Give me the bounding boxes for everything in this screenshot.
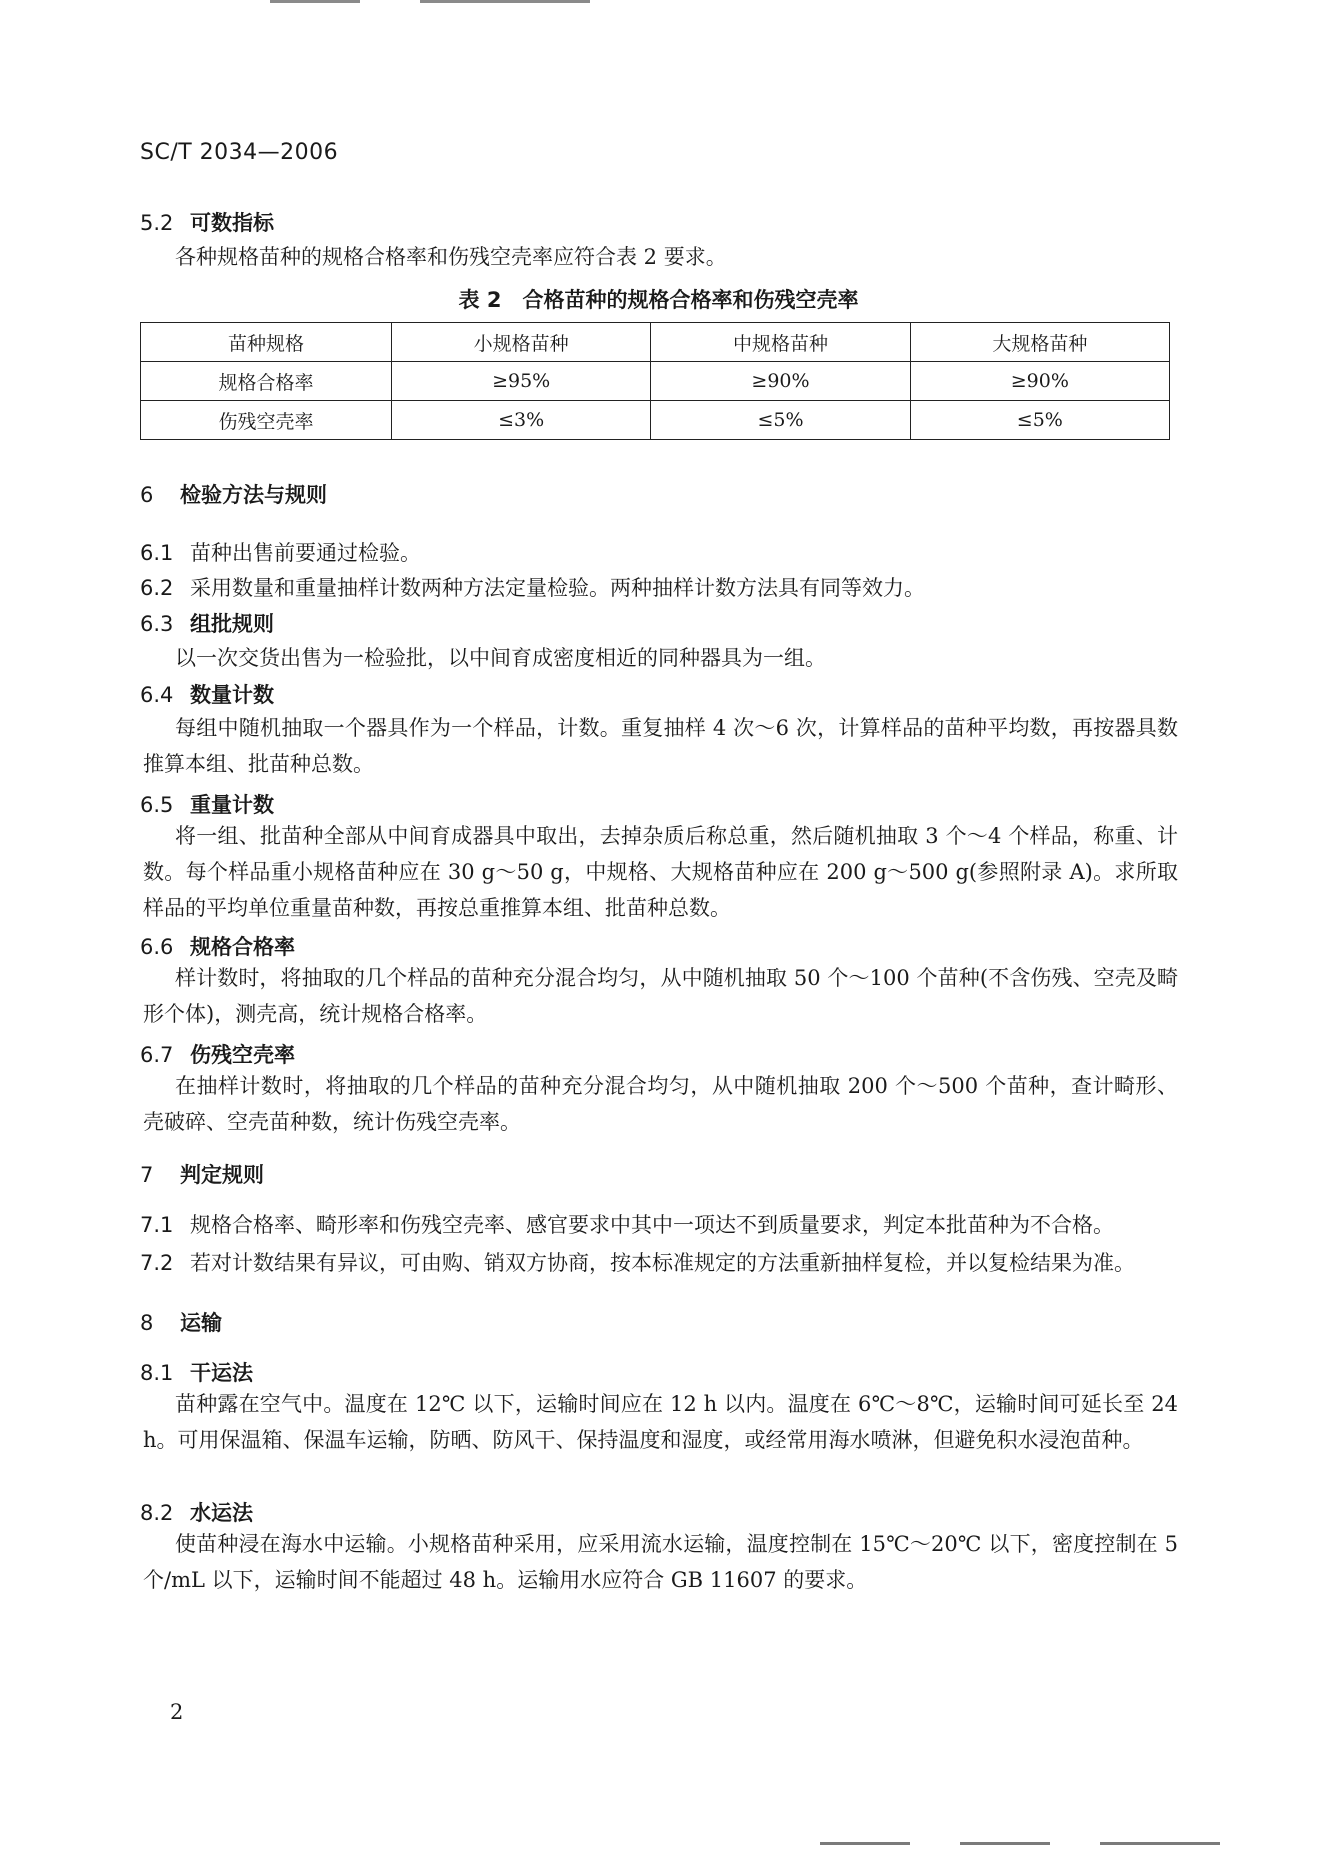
section-6-4-heading: 6.4 数量计数: [140, 683, 274, 707]
section-6-5-text: 将一组、批苗种全部从中间育成器具中取出，去掉杂质后称总重，然后随机抽取 3 个～4 个样品，称重、计数。每个样品重小规格苗种应在 30 g～50 g，中规格、大规格苗种应在 200 g～500 g(参照附录 A)。求所取样品的平均单位重量苗种数，再按总重推算本组、批苗种总数。: [143, 824, 1178, 920]
table-cell: ≥90%: [910, 362, 1169, 401]
scan-mark-bottom: [960, 1842, 1050, 1845]
table-cell: ≥95%: [392, 362, 651, 401]
table-header-cell: 小规格苗种: [392, 323, 651, 362]
section-5-2-text: 各种规格苗种的规格合格率和伤残空壳率应符合表 2 要求。: [175, 245, 727, 269]
table-cell: 规格合格率: [141, 362, 392, 401]
section-8-2-heading: 8.2 水运法: [140, 1501, 253, 1525]
table-header-row: [141, 323, 1170, 362]
table-cell: ≥90%: [651, 362, 910, 401]
section-6-2: 6.2 采用数量和重量抽样计数两种方法定量检验。两种抽样计数方法具有同等效力。: [140, 576, 925, 600]
section-8-heading: 8 运输: [140, 1311, 222, 1335]
scan-mark-top: [270, 0, 360, 3]
section-6-7-heading: 6.7 伤残空壳率: [140, 1043, 295, 1067]
section-5-2-heading: 5.2 可数指标: [140, 211, 274, 235]
section-6-3-text: 以一次交货出售为一检验批，以中间育成密度相近的同种器具为一组。: [175, 646, 826, 670]
scan-mark-top: [420, 0, 590, 3]
section-6-6-text: 样计数时，将抽取的几个样品的苗种充分混合均匀，从中随机抽取 50 个～100 个苗种(不含伤残、空壳及畸形个体)，测壳高，统计规格合格率。: [143, 966, 1178, 1026]
section-7-heading: 7 判定规则: [140, 1163, 264, 1187]
section-6-3-heading: 6.3 组批规则: [140, 612, 274, 636]
page-number: 2: [170, 1700, 184, 1724]
section-8-1-text: 苗种露在空气中。温度在 12℃ 以下，运输时间应在 12 h 以内。温度在 6℃～8℃，运输时间可延长至 24 h。可用保温箱、保温车运输，防晒、防风干、保持温度和湿度，或经常用海水喷淋，但避免积水浸泡苗种。: [143, 1392, 1178, 1452]
section-6-6-heading: 6.6 规格合格率: [140, 935, 295, 959]
table-cell: ≤3%: [392, 401, 651, 440]
table-cell: ≤5%: [651, 401, 910, 440]
standard-code: SC/T 2034—2006: [140, 140, 339, 165]
section-7-1: 7.1 规格合格率、畸形率和伤残空壳率、感官要求中其中一项达不到质量要求，判定本批苗种为不合格。: [140, 1213, 1114, 1237]
table-row: [141, 401, 1170, 440]
table-cell: ≤5%: [910, 401, 1169, 440]
section-6-7-text: 在抽样计数时，将抽取的几个样品的苗种充分混合均匀，从中随机抽取 200 个～500 个苗种，查计畸形、壳破碎、空壳苗种数，统计伤残空壳率。: [143, 1074, 1178, 1134]
table-2: [140, 322, 1170, 440]
section-6-5-heading: 6.5 重量计数: [140, 793, 274, 817]
table-2-caption: 表 2 合格苗种的规格合格率和伤残空壳率: [458, 288, 859, 312]
section-7-2: 7.2 若对计数结果有异议，可由购、销双方协商，按本标准规定的方法重新抽样复检，并以复检结果为准。: [140, 1251, 1135, 1275]
section-8-2-text: 使苗种浸在海水中运输。小规格苗种采用，应采用流水运输，温度控制在 15℃～20℃ 以下，密度控制在 5 个/mL 以下，运输时间不能超过 48 h。运输用水应符合 GB 11607 的要求。: [143, 1532, 1178, 1592]
section-8-1-heading: 8.1 干运法: [140, 1361, 253, 1385]
table-header-cell: 大规格苗种: [910, 323, 1169, 362]
scan-mark-bottom: [820, 1842, 910, 1845]
table-header-cell: 苗种规格: [141, 323, 392, 362]
table-row: [141, 362, 1170, 401]
scan-mark-bottom: [1100, 1842, 1220, 1845]
section-6-1: 6.1 苗种出售前要通过检验。: [140, 541, 421, 565]
section-6-heading: 6 检验方法与规则: [140, 483, 327, 507]
section-6-4-text: 每组中随机抽取一个器具作为一个样品，计数。重复抽样 4 次～6 次，计算样品的苗种平均数，再按器具数推算本组、批苗种总数。: [143, 716, 1178, 776]
table-header-cell: 中规格苗种: [651, 323, 910, 362]
table-cell: 伤残空壳率: [141, 401, 392, 440]
